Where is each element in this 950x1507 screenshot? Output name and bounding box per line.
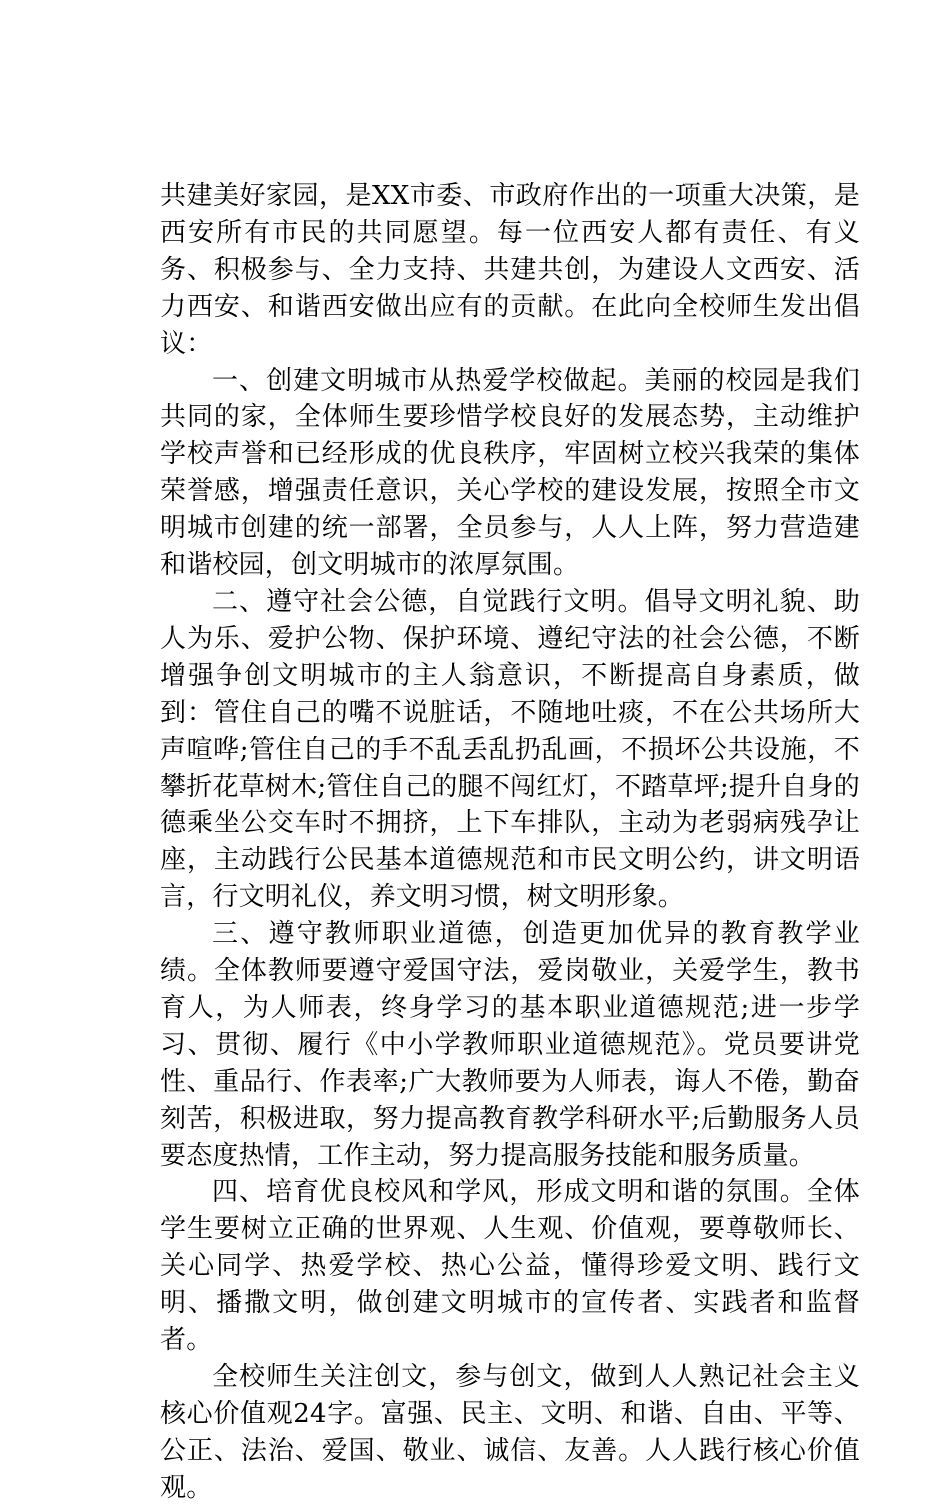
paragraph-intro: 共建美好家园，是XX市委、市政府作出的一项重大决策，是西安所有市民的共同愿望。每一位西安人都有责任、有义务、积极参与、全力支持、共建共创，为建设人文西安、活力西安、和谐西安做出应有的贡献。在此向全校师生发出倡议： bbox=[160, 181, 860, 359]
paragraph-item-3: 三、遵守教师职业道德，创造更加优异的教育教学业绩。全体教师要遵守爱国守法，爱岗敬业，关爱学生，教书育人，为人师表，终身学习的基本职业道德规范;进一步学习、贯彻、履行《中小学教师职业道德规范》。党员要讲党性、重品行、作表率;广大教师要为人师表，诲人不倦，勤奋刻苦，积极进取，努力提高教育教学科研水平;后勤服务人员要态度热情，工作主动，努力提高服务技能和服务质量。 bbox=[160, 919, 860, 1171]
paragraph-item-2: 二、遵守社会公德，自觉践行文明。倡导文明礼貌、助人为乐、爱护公物、保护环境、遵纪守法的社会公德，不断增强争创文明城市的主人翁意识，不断提高自身素质，做到：管住自己的嘴不说脏话，不随地吐痰，不在公共场所大声喧哗;管住自己的手不乱丢乱扔乱画，不损坏公共设施，不攀折花草树木;管住自己的腿不闯红灯，不踏草坪;提升自身的德乘坐公交车时不拥挤，上下车排队，主动为老弱病残孕让座，主动践行公民基本道德规范和市民文明公约，讲文明语言，行文明礼仪，养文明习惯，树文明形象。 bbox=[160, 586, 860, 913]
paragraph-closing: 全校师生关注创文，参与创文，做到人人熟记社会主义核心价值观24字。富强、民主、文明、和谐、自由、平等、公正、法治、爱国、敬业、诚信、友善。人人践行核心价值观。 bbox=[160, 1362, 860, 1503]
paragraph-item-4: 四、培育优良校风和学风，形成文明和谐的氛围。全体学生要树立正确的世界观、人生观、价值观，要尊敬师长、关心同学、热爱学校、热心公益，懂得珍爱文明、践行文明、播撒文明，做创建文明城市的宣传者、实践者和监督者。 bbox=[160, 1177, 860, 1356]
paragraph-item-1: 一、创建文明城市从热爱学校做起。美丽的校园是我们共同的家，全体师生要珍惜学校良好的发展态势，主动维护学校声誉和已经形成的优良秩序，牢固树立校兴我荣的集体荣誉感，增强责任意识，关心学校的建设发展，按照全市文明城市创建的统一部署，全员参与，人人上阵，努力营造建和谐校园，创文明城市的浓厚氛围。 bbox=[160, 365, 860, 581]
document-body bbox=[160, 178, 860, 1507]
